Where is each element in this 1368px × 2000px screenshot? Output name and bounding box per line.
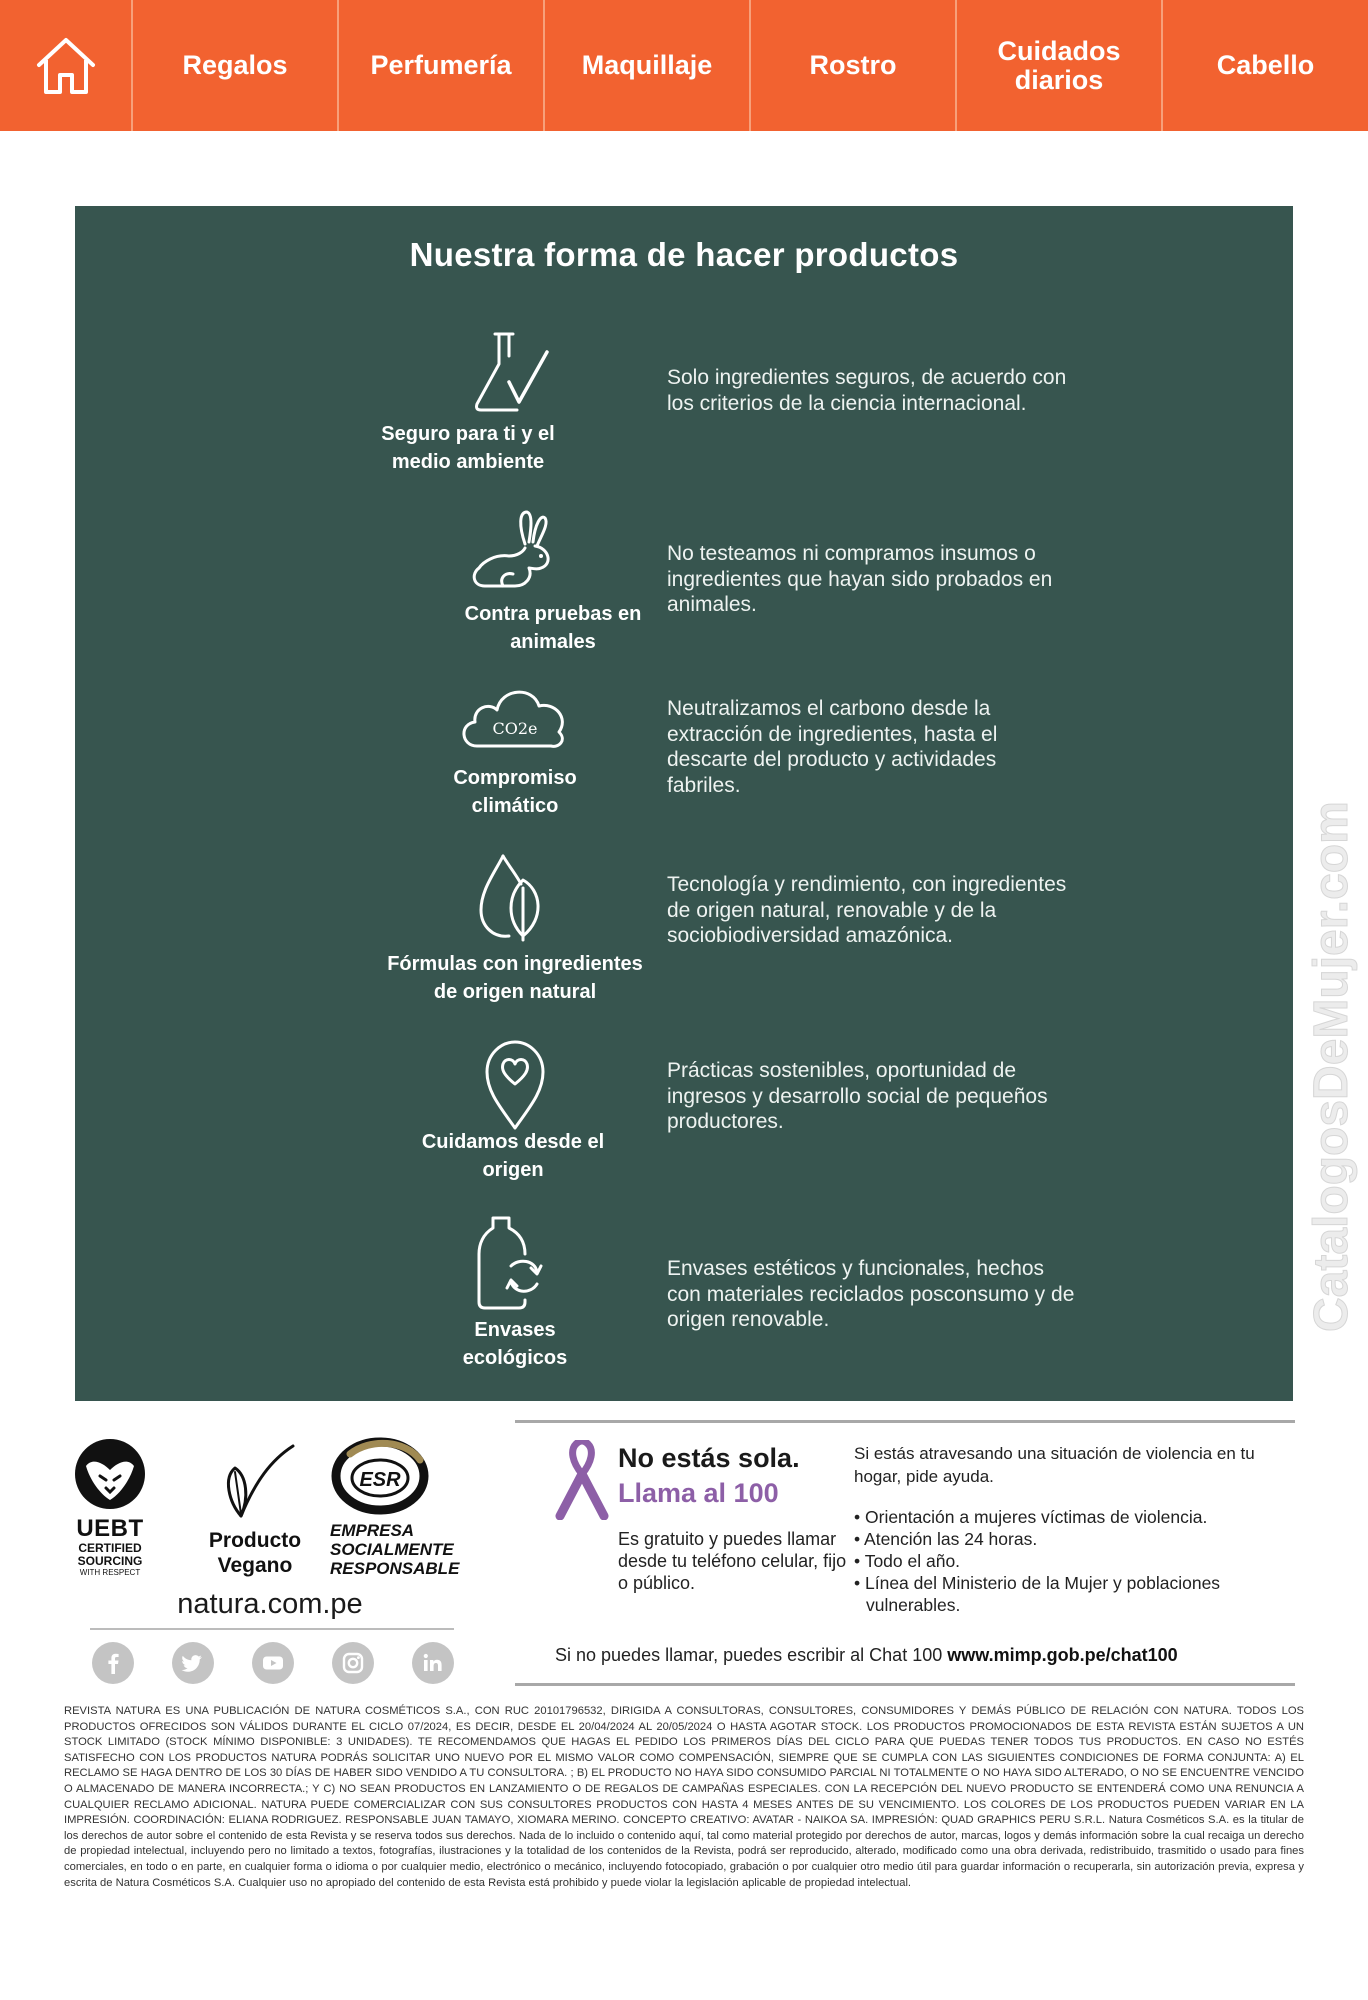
legal-lower: Natura Cosméticos S.A. es la titular de los derechos de autor sobre el contenido de esta Revista y se reserva todos sus derechos. Nada de lo incluido o contenido aquí, tal como material protegido por derechos de autor, marcas, logos y demás información sobre la cual recaiga un derecho de propiedad intelectual, incluyendo pero no limitado a textos, fotografías, ilustraciones y la totalidad de los contenidos de la Revista, podrá ser reproducido, alterado, modificado como una obra derivada, redistribuido, trasmitido o usado para fines comerciales, en todo o en parte, en cualquier forma o idioma o por cualquier medio, electrónico o mecánico, incluyendo fotocopiado, grabación o por cualquier otro medio útil para guardar información o recuperarla, sin autorización previa, expresa y escrita de Natura Cosméticos S.A. Cualquier uso no apropiado del contenido de esta Revista está prohibido y puede violar la legislación aplicable de propiedad intelectual. xyxy=(64,1814,1305,1889)
feature-desc: Envases estéticos y funcionales, hechos con materiales reciclados posconsumo y de origen renovable. xyxy=(667,1257,1075,1331)
panel-title: Nuestra forma de hacer productos xyxy=(409,236,959,273)
watermark xyxy=(1297,660,1367,1340)
divider xyxy=(515,1420,1295,1423)
nav-item-maquillaje[interactable] xyxy=(545,0,751,131)
uebt-face-icon xyxy=(72,1436,148,1512)
vegan-line: Producto xyxy=(208,1529,302,1552)
nav-home[interactable] xyxy=(0,0,133,131)
list-item: • Atención las 24 horas. xyxy=(854,1528,1274,1550)
top-nav xyxy=(0,0,1368,131)
vegan-badge xyxy=(200,1442,310,1579)
nav-item-perfumeria[interactable] xyxy=(339,0,545,131)
esr-logo-icon xyxy=(330,1434,430,1516)
nav-item-label: Regalos xyxy=(182,50,288,80)
feature-label: Compromiso climático xyxy=(453,767,577,817)
watermark-text: CatalogosDeMujer.com xyxy=(1305,801,1358,1332)
esr-line: EMPRESA xyxy=(330,1521,415,1540)
legal-upper: REVISTA NATURA ES UNA PUBLICACIÓN DE NATURA COSMÉTICOS S.A., CON RUC 20101796532, DIRIGIDA A CONSULTORAS, CONSULTORES, CONSUMIDORES Y DEMÁS PÚBLICO DE RELACIÓN CON NATURA. TODOS LOS PRODUCTOS OFRECIDOS SON VÁLIDOS DURANTE EL CICLO 07/2024, ES DECIR, DESDE EL 20/04/2024 AL 20/05/2024 O HASTA AGOTAR STOCK. LOS PRODUCTOS PROMOCIONADOS DE ESTA REVISTA ESTÁN SUJETOS A UN STOCK LIMITADO (STOCK MÍNIMO DISPONIBLE: 3 UNIDADES). TE RECOMENDAMOS QUE HAGAS EL PEDIDO LOS PRIMEROS DÍAS DEL CICLO PARA QUE PUEDAS TENER TODOS TUS PRODUCTOS. EN CASO NO ESTÉS SATISFECHO CON LOS PRODUCTOS NATURA PODRÁS SOLICITAR UNO NUEVO POR EL MISMO VALOR COMO COMPENSACIÓN, SIEMPRE QUE SE CUMPLA CON LAS SIGUIENTES CONDICIONES DE FORMA CONJUNTA: A) EL RECLAMO SE HAGA DENTRO DE LOS 30 DÍAS DE HABER SIDO VENDIDO A TU CONSULTORA. ; B) EL PRODUCTO NO HAYA SIDO CONSUMIDO PARCIAL NI TOTALMENTE O NO HAYA SIDO ALTERADO, O NO SE ENCUENTRE VENCIDO O ALMACENADO DE MANERA INCORRECTA.; Y C) NO SEAN PRODUCTOS EN LANZAMIENTO O DE REGALOS DE CAMPAÑAS ESPECIALES. CON LA RECEPCIÓN DEL NUEVO PRODUCTO SE ENTENDERÁ COMO UNA RENUNCIA A CUALQUIER RECLAMO ADICIONAL. NATURA PUEDE COMERCIALIZAR CON SUS CONSULTORES PRODUCTOS CON HASTA 4 MESES ANTES DE SU VENCIMIENTO. LOS COLORES DE LOS PRODUCTOS PUEDEN VARIAR EN LA IMPRESIÓN. COORDINACIÓN: ELIANA RODRIGUEZ. RESPONSABLE JUAN TAMAYO, XIOMARA MERINO. CONCEPTO CREATIVO: AVATAR - NAIKOA SA. IMPRESIÓN: QUAD GRAPHICS PERU S.R.L. xyxy=(64,1705,1304,1827)
feature-label: Cuidamos desde el origen xyxy=(421,1131,605,1181)
list-item: • Orientación a mujeres víctimas de violencia. xyxy=(854,1506,1274,1528)
nav-item-label: Maquillaje xyxy=(581,50,713,80)
feature-desc: Prácticas sostenibles, oportunidad de ingresos y desarrollo social de pequeños productores. xyxy=(667,1059,1048,1133)
youtube-icon[interactable] xyxy=(252,1642,294,1684)
vegan-line: Vegano xyxy=(217,1554,293,1577)
divider xyxy=(90,1628,454,1630)
linkedin-icon[interactable] xyxy=(412,1642,454,1684)
list-item: • Línea del Ministerio de la Mujer y poblaciones vulnerables. xyxy=(854,1572,1274,1616)
vegan-leaf-icon xyxy=(215,1442,295,1522)
site-link[interactable]: natura.com.pe xyxy=(177,1588,363,1620)
uebt-line: CERTIFIED xyxy=(78,1541,142,1555)
feature-label: Envases ecológicos xyxy=(462,1319,568,1369)
cloud-co2-icon xyxy=(455,668,575,768)
help-note: Es gratuito y puedes llamar desde tu teléfono celular, fijo o público. xyxy=(618,1529,847,1593)
divider xyxy=(515,1683,1295,1686)
feature-desc: No testeamos ni compramos insumos o ingredientes que hayan sido probados en animales. xyxy=(667,542,1053,616)
uebt-line: SOURCING xyxy=(77,1554,143,1568)
list-item: • Todo el año. xyxy=(854,1550,1274,1572)
help-intro: Si estás atravesando una situación de violencia en tu hogar, pide ayuda. xyxy=(854,1444,1255,1486)
help-title: No estás sola. xyxy=(618,1443,800,1473)
nav-item-label: Cabello xyxy=(1216,50,1315,80)
uebt-title: UEBT xyxy=(76,1515,144,1542)
feature-label: Contra pruebas en animales xyxy=(464,603,642,653)
nav-item-label: Rostro xyxy=(809,50,897,80)
help-list xyxy=(854,1506,1274,1616)
uebt-badge xyxy=(68,1436,152,1577)
legal-text xyxy=(64,1704,1304,1891)
awareness-ribbon-icon xyxy=(552,1440,612,1520)
facebook-icon[interactable] xyxy=(92,1642,134,1684)
nav-item-label: Cuidados diarios xyxy=(997,35,1121,95)
co2e-label: CO2e xyxy=(492,719,538,738)
chat-link[interactable]: www.mimp.gob.pe/chat100 xyxy=(947,1645,1178,1665)
nav-item-rostro[interactable] xyxy=(751,0,957,131)
instagram-icon[interactable] xyxy=(332,1642,374,1684)
products-panel xyxy=(75,206,1293,1401)
nav-item-cabello[interactable] xyxy=(1163,0,1368,131)
recycle-bottle-icon xyxy=(465,1214,565,1314)
feature-desc: Tecnología y rendimiento, con ingredientes de origen natural, renovable y de la sociobiodiversidad amazónica. xyxy=(667,873,1067,947)
feature-label: Seguro para ti y el medio ambiente xyxy=(381,423,555,473)
feature-desc: Neutralizamos el carbono desde la extracción de ingredientes, hasta el descarte del producto y actividades fabriles. xyxy=(667,697,998,797)
feature-desc: Solo ingredientes seguros, de acuerdo con los criterios de la ciencia internacional. xyxy=(667,366,1067,415)
help-subtitle: Llama al 100 xyxy=(618,1478,779,1508)
flask-check-icon xyxy=(465,326,565,426)
location-heart-icon xyxy=(465,1036,565,1136)
chat-text: Si no puedes llamar, puedes escribir al Chat 100 xyxy=(555,1645,943,1665)
nav-item-label: Perfumería xyxy=(370,50,512,80)
uebt-line: WITH RESPECT xyxy=(79,1568,141,1577)
esr-line: SOCIALMENTE xyxy=(330,1540,454,1559)
esr-mark: ESR xyxy=(359,1469,401,1491)
rabbit-icon xyxy=(465,502,565,602)
twitter-icon[interactable] xyxy=(172,1642,214,1684)
nav-item-regalos[interactable] xyxy=(133,0,339,131)
house-icon xyxy=(34,35,98,97)
drop-leaf-icon xyxy=(465,848,565,948)
nav-item-cuidados-diarios[interactable] xyxy=(957,0,1163,131)
esr-badge xyxy=(330,1434,470,1578)
chat-line xyxy=(555,1645,1275,1666)
feature-label: Fórmulas con ingredientes de origen natural xyxy=(387,953,643,1003)
esr-line: RESPONSABLE xyxy=(330,1559,460,1578)
